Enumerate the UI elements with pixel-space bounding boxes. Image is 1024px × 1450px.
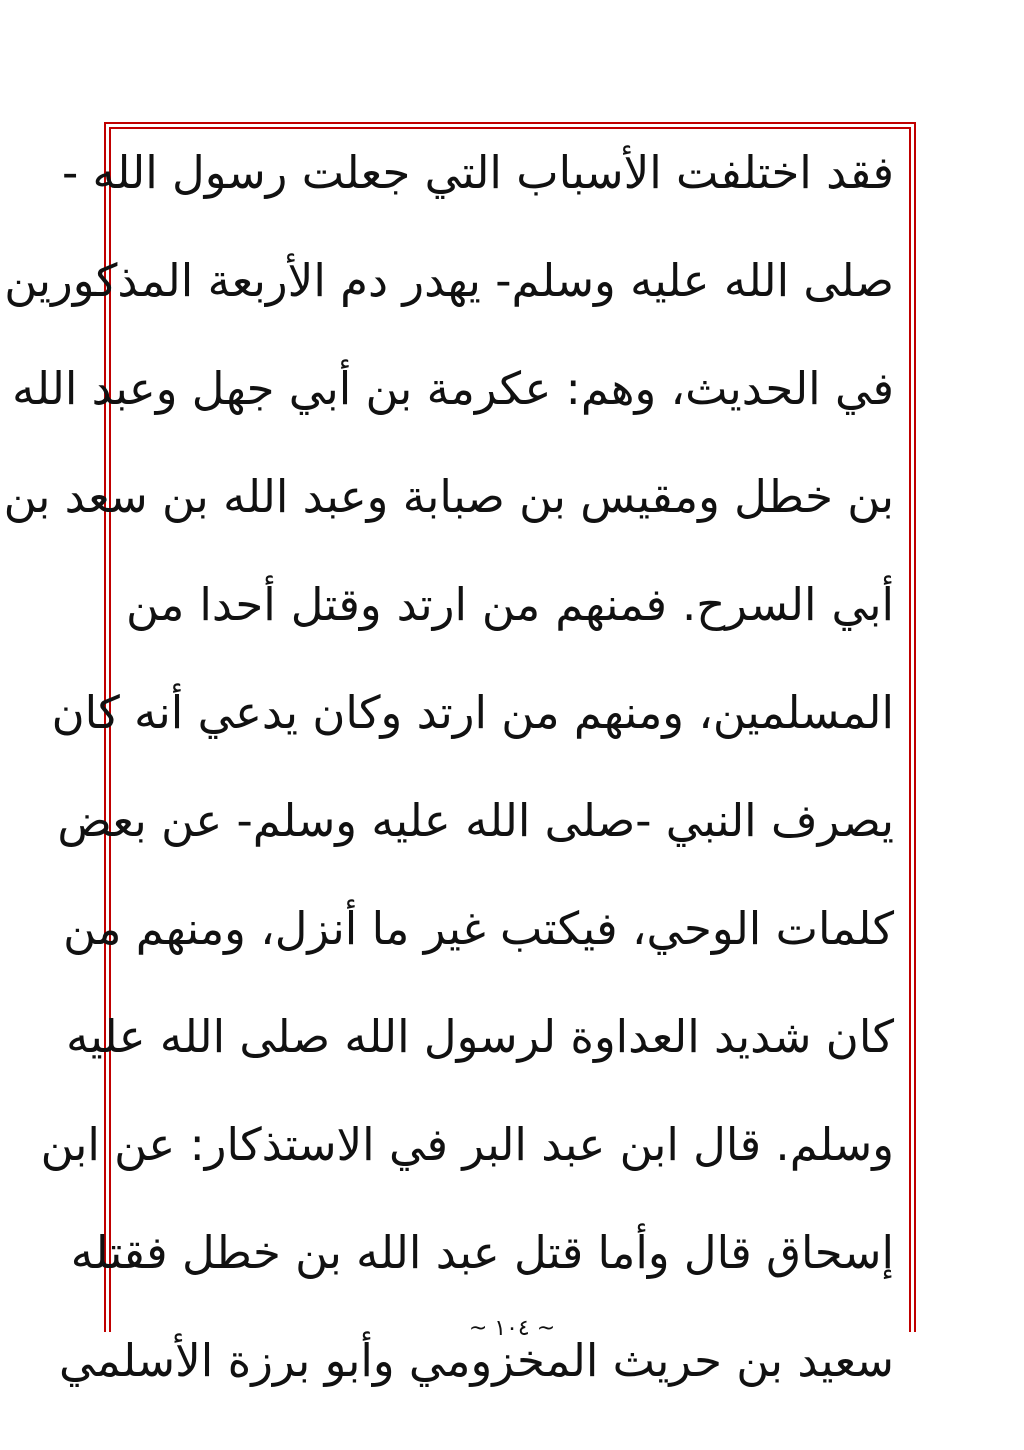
body-text (3, 132, 908, 1428)
text-line: صلى الله عليه وسلم- يهدر دم الأربعة المذكورين (4, 254, 894, 307)
text-line: كلمات الوحي، فيكتب غير ما أنزل، ومنهم من (63, 902, 894, 955)
text-line: سعيد بن حريث المخزومي وأبو برزة الأسلمي (59, 1334, 894, 1387)
text-line: في الحديث، وهم: عكرمة بن أبي جهل وعبد الله (12, 362, 894, 415)
text-line: وسلم. قال ابن عبد البر في الاستذكار: عن ابن (40, 1118, 894, 1171)
text-line: أبي السرح. فمنهم من ارتد وقتل أحدا من (126, 578, 894, 631)
text-line: بن خطل ومقيس بن صبابة وعبد الله بن سعد بن (3, 470, 894, 523)
text-line: كان شديد العداوة لرسول الله صلى الله عليه (66, 1010, 894, 1063)
page-number: ~ ١٠٤ ~ (468, 1316, 556, 1341)
text-line: إسحاق قال وأما قتل عبد الله بن خطل فقتله (70, 1226, 894, 1279)
text-line: المسلمين، ومنهم من ارتد وكان يدعي أنه كان (51, 686, 894, 739)
text-line: فقد اختلفت الأسباب التي جعلت رسول الله - (61, 146, 894, 199)
text-line: يصرف النبي -صلى الله عليه وسلم- عن بعض (57, 794, 894, 847)
